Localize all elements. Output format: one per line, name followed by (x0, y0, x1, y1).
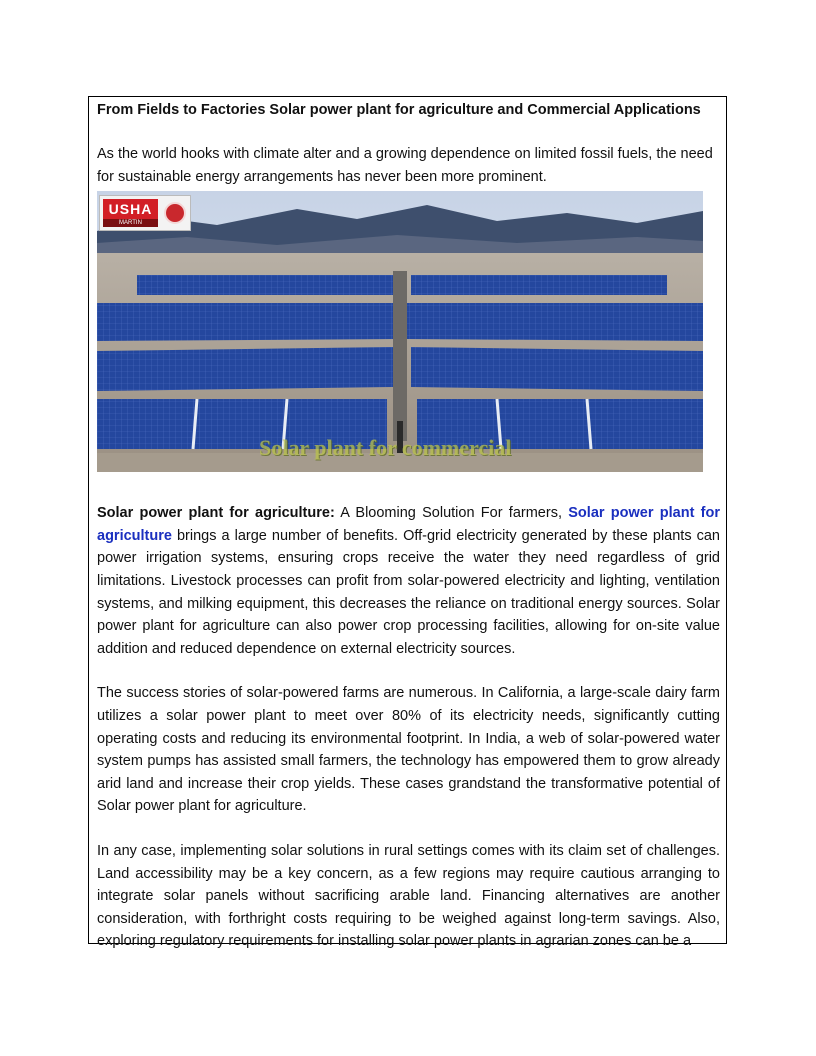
solar-farm-image (97, 191, 703, 472)
solar-farm-illustration (97, 191, 703, 472)
usha-logo (99, 195, 191, 231)
paragraph-text-a: A Blooming Solution For farmers, (334, 505, 569, 522)
image-caption: Solar plant for commercial (259, 435, 512, 461)
challenges-paragraph: In any case, implementing solar solutions in rural settings comes with its claim set of challenges. Land accessibility may be a key concern, as a few regions may require cautious arranging to integrate solar panels without sacrificing arable land. Financing alternatives are another consideration, with forthright costs requiring to be weighed against long-term savings. Also, exploring regulatory requirements for installing solar power plants in agrarian zones can be a (97, 842, 720, 950)
paragraph-text-b: brings a large number of benefits. Off-grid electricity generated by these plants can power irrigation systems, ensuring crops receive the water they need regardless of grid limitations. Livestock processes can profit from solar-powered electricity and lighting, ventilation systems, and milking equipment, this decreases the reliance on traditional energy sources. Solar power plant for agriculture can also power crop processing facilities, allowing for on-site value addition and reduced dependence on external electricity sources. (97, 527, 720, 657)
logo-subtext: MARTIN (103, 219, 158, 227)
document-title: From Fields to Factories Solar power plant for agriculture and Commercial Applications (97, 102, 701, 118)
paragraph-lead: Solar power plant for agriculture: (97, 505, 335, 522)
document-content (97, 97, 720, 953)
document-frame (88, 96, 727, 950)
intro-paragraph: As the world hooks with climate alter and a growing dependence on limited fossil fuels, the need for sustainable energy arrangements has never been more prominent. (97, 146, 713, 185)
agriculture-paragraph (97, 502, 720, 660)
logo-emblem-icon (164, 202, 186, 224)
solar-agriculture-link[interactable]: Solar power plant for agriculture (97, 505, 721, 544)
logo-text: USHA (103, 199, 158, 227)
success-stories-paragraph: The success stories of solar-powered farms are numerous. In California, a large-scale dairy farm utilizes a solar power plant to meet over 80% of its electricity needs, significantly cutting operating costs and reducing its environmental footprint. In India, a web of solar-powered water system pumps has assisted small farmers, the technology has empowered them to grow already arid land and increase their crop yields. These cases grandstand the transformative potential of Solar power plant for agriculture. (97, 685, 720, 815)
